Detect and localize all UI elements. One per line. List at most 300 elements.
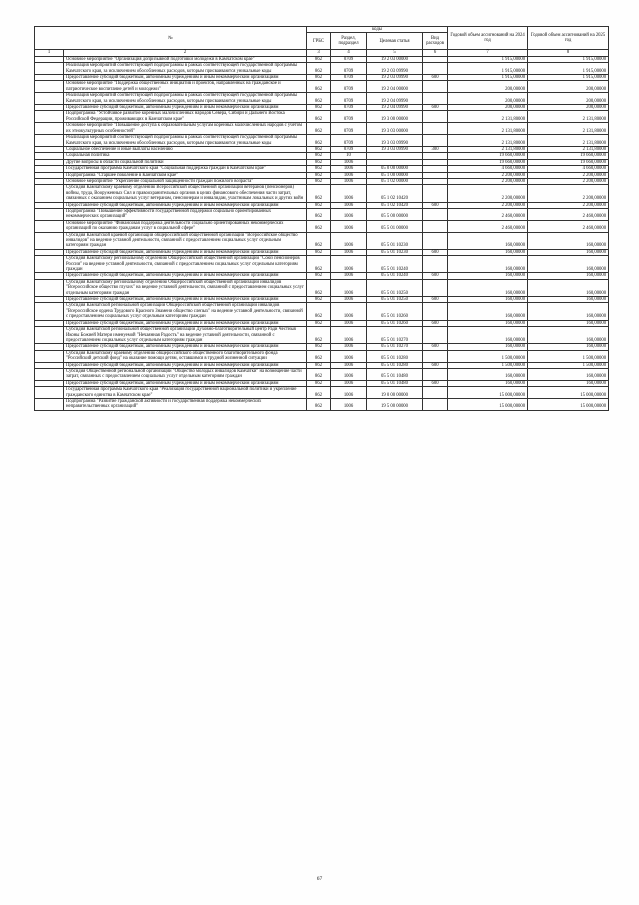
cell-sum-2024: 160,00000	[448, 279, 528, 296]
cell-razdel: 0709	[331, 56, 367, 62]
cell-grbs: 862	[307, 111, 331, 123]
cell-razdel: 1006	[331, 166, 367, 172]
cell-csr: 05 5 01 00000	[367, 220, 423, 232]
cell-csr: 05 5 01 10230	[367, 232, 423, 249]
table-row	[35, 344, 609, 350]
cell-sum-2025: 15 000,00000	[528, 387, 609, 399]
cell-vr	[423, 398, 448, 410]
cell-grbs: 862	[307, 256, 331, 273]
cell-name: Предоставление субсидий бюджетным, автономным учреждениям и иным некоммерческим организациям	[64, 320, 307, 326]
cell-grbs: 862	[307, 185, 331, 202]
table-row	[35, 172, 609, 178]
cell-csr: 19 3 03 09990	[367, 146, 423, 152]
cell-empty	[35, 256, 64, 273]
cell-empty	[35, 123, 64, 135]
cell-razdel: 1006	[331, 362, 367, 368]
table-row	[35, 327, 609, 344]
cell-razdel: 0709	[331, 123, 367, 135]
cell-sum-2025: 160,00000	[528, 303, 609, 320]
cell-sum-2024: 200,00000	[448, 93, 528, 105]
cell-sum-2025: 2 131,80000	[528, 146, 609, 152]
cell-grbs: 862	[307, 146, 331, 152]
header-sum-2024: Годовой объем ассигнований на 2024 год	[448, 27, 528, 50]
cell-grbs: 862	[307, 362, 331, 368]
cell-sum-2025: 19 660,00000	[528, 159, 609, 165]
table-row	[35, 178, 609, 184]
cell-empty	[35, 279, 64, 296]
cell-grbs: 862	[307, 105, 331, 111]
cell-sum-2024: 160,00000	[448, 297, 528, 303]
cell-sum-2024: 2 460,00000	[448, 208, 528, 220]
cell-name: Основное мероприятие "Финансовая поддержка деятельности социально ориентированных некоммерческих организаций по оказанию гражданам услуг в социальной сфере"	[64, 220, 307, 232]
cell-csr: 05 5 01 10260	[367, 320, 423, 326]
table-row	[35, 232, 609, 249]
cell-grbs: 862	[307, 153, 331, 159]
cell-sum-2024: 1 500,00000	[448, 350, 528, 362]
table-row	[35, 75, 609, 81]
cell-sum-2024: 160,00000	[448, 380, 528, 386]
cell-csr: 05 5 01 10480	[367, 380, 423, 386]
cell-razdel: 0709	[331, 146, 367, 152]
cell-sum-2024: 19 660,00000	[448, 159, 528, 165]
cell-name: Субсидия Камчатскому региональному отделению Общероссийской общественной организации "Союз пенсионеров России" на ведение уставной деятельности, связанной с предоставлением социальных услуг отдельным категориям граждан	[64, 256, 307, 273]
cell-vr	[423, 81, 448, 93]
cell-vr	[423, 387, 448, 399]
table-row	[35, 387, 609, 399]
cell-grbs: 862	[307, 380, 331, 386]
cell-vr	[423, 256, 448, 273]
table-row	[35, 297, 609, 303]
cell-sum-2024: 160,00000	[448, 256, 528, 273]
cell-grbs: 862	[307, 279, 331, 296]
cell-csr: 19 3 03 09990	[367, 135, 423, 147]
cell-vr	[423, 303, 448, 320]
cell-sum-2024: 160,00000	[448, 303, 528, 320]
cell-grbs: 862	[307, 303, 331, 320]
cell-vr	[423, 368, 448, 380]
cell-sum-2024: 15 000,00000	[448, 398, 528, 410]
cell-grbs: 862	[307, 159, 331, 165]
cell-sum-2025: 160,00000	[528, 279, 609, 296]
cell-sum-2024: 1 500,00000	[448, 362, 528, 368]
cell-csr: 19 2 03 00000	[367, 56, 423, 62]
colnum: 8	[528, 50, 609, 56]
cell-razdel: 1006	[331, 350, 367, 362]
cell-empty	[35, 81, 64, 93]
cell-name: Субсидия Общественной региональной организации "Общество молодых инвалидов Камчатки" на возмещение части затрат, связанных с предоставлением социальных услуг отдельным категориям граждан	[64, 368, 307, 380]
cell-empty	[35, 135, 64, 147]
cell-sum-2025: 200,00000	[528, 81, 609, 93]
colnum: 2	[64, 50, 307, 56]
cell-csr: 19 2 03 09990	[367, 63, 423, 75]
cell-name: Подпрограмма "Старшее поколение в Камчатском крае"	[64, 172, 307, 178]
cell-sum-2025: 2 460,00000	[528, 220, 609, 232]
cell-name: Подпрограмма "Развитие гражданской активности и государственная поддержка некоммерческих неправительственных организаций"	[64, 398, 307, 410]
cell-razdel: 1006	[331, 398, 367, 410]
header-csr: Целевая статья	[367, 33, 423, 50]
cell-name: Основное мероприятие "Организация допризывной подготовки молодежи в Камчатском крае"	[64, 56, 307, 62]
cell-sum-2024: 2 200,00000	[448, 172, 528, 178]
cell-grbs: 862	[307, 93, 331, 105]
cell-razdel: 1006	[331, 232, 367, 249]
table-row	[35, 368, 609, 380]
cell-sum-2024: 160,00000	[448, 232, 528, 249]
cell-name: Предоставление субсидий бюджетным, автономным учреждениям и иным некоммерческим организациям	[64, 297, 307, 303]
cell-csr: 19 2 04 00000	[367, 81, 423, 93]
cell-vr	[423, 208, 448, 220]
cell-name: Государственная программа Камчатского края "Социальная поддержка граждан в Камчатском крае"	[64, 166, 307, 172]
cell-sum-2025: 160,00000	[528, 256, 609, 273]
cell-vr	[423, 350, 448, 362]
cell-sum-2024: 160,00000	[448, 249, 528, 255]
cell-name: Социальная политика	[64, 153, 307, 159]
cell-sum-2024: 160,00000	[448, 344, 528, 350]
cell-vr	[423, 220, 448, 232]
table-row	[35, 105, 609, 111]
cell-name: Подпрограмма "Повышение эффективности государственной поддержки социально ориентированных некоммерческих организаций"	[64, 208, 307, 220]
cell-razdel: 1006	[331, 249, 367, 255]
table-row	[35, 81, 609, 93]
cell-sum-2025: 2 200,00000	[528, 202, 609, 208]
cell-sum-2024: 1 915,00000	[448, 56, 528, 62]
cell-grbs: 862	[307, 249, 331, 255]
table-row	[35, 220, 609, 232]
cell-vr: 300	[423, 146, 448, 152]
cell-grbs: 862	[307, 63, 331, 75]
cell-sum-2025: 15 000,00000	[528, 398, 609, 410]
cell-sum-2025: 160,00000	[528, 368, 609, 380]
cell-razdel: 1006	[331, 220, 367, 232]
cell-sum-2025: 200,00000	[528, 105, 609, 111]
page-number: 67	[316, 876, 323, 882]
cell-csr: 05 1 02 10420	[367, 202, 423, 208]
cell-vr: 600	[423, 249, 448, 255]
cell-razdel: 0709	[331, 81, 367, 93]
table-row	[35, 303, 609, 320]
table-row	[35, 146, 609, 152]
cell-empty	[35, 93, 64, 105]
table-row	[35, 166, 609, 172]
cell-grbs: 862	[307, 208, 331, 220]
cell-grbs: 862	[307, 56, 331, 62]
cell-grbs: 862	[307, 320, 331, 326]
cell-sum-2024: 2 200,00000	[448, 202, 528, 208]
cell-name: Основное мероприятие "Повышение доступа к образовательным услугам коренных малочисленных народов с учетом их этнокультурных особенностей"	[64, 123, 307, 135]
cell-sum-2024: 4 660,00000	[448, 166, 528, 172]
cell-razdel: 1006	[331, 178, 367, 184]
cell-grbs: 862	[307, 202, 331, 208]
cell-grbs: 862	[307, 135, 331, 147]
table-row	[35, 256, 609, 273]
table-row	[35, 111, 609, 123]
cell-vr: 600	[423, 75, 448, 81]
cell-grbs: 862	[307, 344, 331, 350]
cell-razdel: 0709	[331, 63, 367, 75]
colnum: 5	[367, 50, 423, 56]
cell-grbs: 862	[307, 398, 331, 410]
cell-csr: 19 3 03 00000	[367, 123, 423, 135]
cell-name: Предоставление субсидий бюджетным, автономным учреждениям и иным некоммерческим организациям	[64, 202, 307, 208]
cell-vr	[423, 111, 448, 123]
cell-name: Субсидия Камчатскому краевому отделению Всероссийской общественной организации ветеранов (пенсионеров) войны, труда, Вооруженных Сил и правоохранительных органов в целях финансового обеспечения части затрат, связанных с оказанием социальных услуг ветеранам, пенсионерам и инвалидам, участникам локальных и других войн	[64, 185, 307, 202]
table-row	[35, 279, 609, 296]
cell-razdel: 1006	[331, 202, 367, 208]
header-vr: Вид расходов	[423, 33, 448, 50]
cell-razdel: 0709	[331, 75, 367, 81]
cell-vr: 600	[423, 202, 448, 208]
cell-name: Предоставление субсидий бюджетным, автономным учреждениям и иным некоммерческим организациям	[64, 362, 307, 368]
cell-razdel: 1006	[331, 368, 367, 380]
colnum: 6	[423, 50, 448, 56]
cell-vr	[423, 279, 448, 296]
cell-empty	[35, 327, 64, 344]
cell-empty	[35, 350, 64, 362]
cell-name: Субсидия Камчатской краевой организации общероссийской общественной организации "Всероссийское общество инвалидов" на ведение уставной деятельности, связанной с предоставлением социальных услуг отдельным категориям граждан	[64, 232, 307, 249]
cell-csr: 05 0 00 00000	[367, 166, 423, 172]
cell-name: Государственная программа Камчатского края "Реализация государственной национальной политики и укрепление гражданского единства в Камчатском крае"	[64, 387, 307, 399]
cell-razdel: 1006	[331, 344, 367, 350]
cell-razdel: 1006	[331, 387, 367, 399]
cell-sum-2025: 19 660,00000	[528, 153, 609, 159]
cell-sum-2024: 200,00000	[448, 105, 528, 111]
cell-csr: 05 5 01 10270	[367, 327, 423, 344]
cell-sum-2025: 1 915,00000	[528, 63, 609, 75]
cell-sum-2025: 1 500,00000	[528, 362, 609, 368]
table-row	[35, 202, 609, 208]
cell-name: Предоставление субсидий бюджетным, автономным учреждениям и иным некоммерческим организациям	[64, 380, 307, 386]
cell-csr: 05 5 00 00000	[367, 208, 423, 220]
cell-vr: 600	[423, 380, 448, 386]
cell-grbs: 862	[307, 172, 331, 178]
cell-sum-2024: 1 915,00000	[448, 75, 528, 81]
cell-sum-2024: 19 660,00000	[448, 153, 528, 159]
cell-name: Субсидия Камчатской региональной организации Общероссийской общественной организации инвалидов "Всероссийское ордена Трудового Красного Знамени общество слепых" на ведение уставной деятельности, связанной с предоставлением социальных услуг отдельным категориям граждан	[64, 303, 307, 320]
cell-csr: 05 5 01 10280	[367, 362, 423, 368]
cell-csr: 05 5 01 10230	[367, 249, 423, 255]
header-razdel: Раздел, подраздел	[331, 33, 367, 50]
cell-sum-2025: 2 200,00000	[528, 185, 609, 202]
cell-name: Основное мероприятие "Укрепление социальной защищенности граждан пожилого возраста"	[64, 178, 307, 184]
cell-csr: 05 5 01 10250	[367, 297, 423, 303]
cell-sum-2024: 2 200,00000	[448, 185, 528, 202]
cell-name: Предоставление субсидий бюджетным, автономным учреждениям и иным некоммерческим организациям	[64, 273, 307, 279]
cell-sum-2024: 160,00000	[448, 273, 528, 279]
cell-vr: 600	[423, 105, 448, 111]
cell-name: Реализация мероприятий соответствующей подпрограммы в рамках соответствующей государственной программы Камчатского края, за исключением обособленных расходов, которым присваиваются уникальные коды	[64, 63, 307, 75]
colnum: 3	[307, 50, 331, 56]
cell-vr: 600	[423, 273, 448, 279]
cell-csr: 05 1 02 10420	[367, 185, 423, 202]
table-row	[35, 208, 609, 220]
cell-name: Другие вопросы в области социальной политики	[64, 159, 307, 165]
cell-csr: 19 0 00 00000	[367, 387, 423, 399]
cell-empty	[35, 368, 64, 380]
cell-razdel: 0709	[331, 105, 367, 111]
cell-name: Предоставление субсидий бюджетным, автономным учреждениям и иным некоммерческим организациям	[64, 75, 307, 81]
cell-sum-2025: 200,00000	[528, 93, 609, 105]
cell-razdel: 1006	[331, 172, 367, 178]
cell-vr	[423, 123, 448, 135]
cell-csr: 05 5 01 10250	[367, 279, 423, 296]
cell-empty	[35, 111, 64, 123]
cell-sum-2024: 160,00000	[448, 320, 528, 326]
cell-name: Субсидия Камчатскому краевому отделению общероссийского общественного благотворительного фонда "Российский детский фонд" на оказание помощи детям, оставшимся в трудной жизненной ситуации	[64, 350, 307, 362]
cell-razdel: 1006	[331, 159, 367, 165]
cell-razdel: 1006	[331, 327, 367, 344]
cell-sum-2024: 160,00000	[448, 327, 528, 344]
cell-sum-2025: 2 131,80000	[528, 111, 609, 123]
cell-sum-2025: 160,00000	[528, 327, 609, 344]
table-row	[35, 56, 609, 62]
cell-csr: 19 5 00 00000	[367, 398, 423, 410]
cell-csr: 05 5 01 10270	[367, 344, 423, 350]
cell-csr: 19 2 04 09990	[367, 93, 423, 105]
header-sum-2025: Годовой объем ассигнований на 2025 год	[528, 27, 609, 50]
cell-grbs: 862	[307, 297, 331, 303]
cell-sum-2024: 1 915,00000	[448, 63, 528, 75]
cell-razdel: 10	[331, 153, 367, 159]
cell-csr: 05 5 01 10260	[367, 303, 423, 320]
cell-csr: 05 5 01 10240	[367, 273, 423, 279]
cell-grbs: 862	[307, 178, 331, 184]
cell-sum-2024: 2 131,80000	[448, 135, 528, 147]
cell-razdel: 1006	[331, 256, 367, 273]
cell-razdel: 1006	[331, 208, 367, 220]
cell-sum-2025: 2 460,00000	[528, 208, 609, 220]
cell-sum-2024: 2 131,80000	[448, 111, 528, 123]
budget-table	[34, 26, 609, 411]
header-grbs: ГРБС	[307, 33, 331, 50]
cell-sum-2024: 2 200,00000	[448, 178, 528, 184]
cell-vr	[423, 135, 448, 147]
colnum: 1	[35, 50, 64, 56]
cell-sum-2025: 2 200,00000	[528, 172, 609, 178]
cell-name: Реализация мероприятий соответствующей подпрограммы в рамках соответствующей государственной программы Камчатского края, за исключением обособленных расходов, которым присваиваются уникальные коды	[64, 135, 307, 147]
cell-razdel: 1006	[331, 297, 367, 303]
table-row	[35, 63, 609, 75]
cell-csr: 05 5 01 10480	[367, 368, 423, 380]
cell-sum-2025: 2 131,80000	[528, 135, 609, 147]
colnum: 4	[331, 50, 367, 56]
cell-vr	[423, 327, 448, 344]
cell-sum-2024: 15 000,00000	[448, 387, 528, 399]
cell-razdel: 1006	[331, 185, 367, 202]
cell-razdel: 1006	[331, 279, 367, 296]
cell-grbs: 862	[307, 220, 331, 232]
cell-sum-2024: 2 131,80000	[448, 123, 528, 135]
cell-name: Предоставление субсидий бюджетным, автономным учреждениям и иным некоммерческим организациям	[64, 249, 307, 255]
table-row	[35, 320, 609, 326]
table-row	[35, 273, 609, 279]
cell-vr: 600	[423, 344, 448, 350]
cell-sum-2024: 2 460,00000	[448, 220, 528, 232]
table-row	[35, 185, 609, 202]
cell-grbs: 862	[307, 273, 331, 279]
cell-grbs: 862	[307, 123, 331, 135]
colnum: 7	[448, 50, 528, 56]
cell-name: Предоставление субсидий бюджетным, автономным учреждениям и иным некоммерческим организациям	[64, 344, 307, 350]
cell-grbs: 862	[307, 81, 331, 93]
table-row	[35, 135, 609, 147]
cell-csr: 19 2 03 09990	[367, 75, 423, 81]
cell-empty	[35, 208, 64, 220]
cell-razdel: 1006	[331, 273, 367, 279]
cell-sum-2025: 160,00000	[528, 297, 609, 303]
cell-empty	[35, 232, 64, 249]
cell-empty	[35, 185, 64, 202]
cell-csr: 05 1 00 00000	[367, 172, 423, 178]
header-codes: коды	[307, 27, 448, 33]
table-row	[35, 93, 609, 105]
cell-name: Субсидия Камчатскому региональному отделению Общероссийской общественной организации инвалидов "Всероссийское общество глухих" на ведение уставной деятельности, связанной с предоставлением социальных услуг отдельным категориям граждан	[64, 279, 307, 296]
cell-sum-2025: 4 660,00000	[528, 166, 609, 172]
cell-grbs: 862	[307, 232, 331, 249]
cell-grbs: 862	[307, 327, 331, 344]
cell-sum-2025: 160,00000	[528, 273, 609, 279]
cell-name: Основное мероприятие "Поддержка общественных инициатив и проектов, направленных на гражданское и патриотическое воспитание детей и молодежи"	[64, 81, 307, 93]
cell-name: Подпрограмма "Устойчивое развитие коренных малочисленных народов Севера, Сибири и Дальнего Востока Российской Федерации, проживающих в Камчатском крае"	[64, 111, 307, 123]
cell-sum-2025: 1 915,00000	[528, 75, 609, 81]
table-row	[35, 159, 609, 165]
cell-grbs: 862	[307, 387, 331, 399]
cell-sum-2024: 200,00000	[448, 81, 528, 93]
cell-csr: 05 5 01 10240	[367, 256, 423, 273]
cell-name: Предоставление субсидий бюджетным, автономным учреждениям и иным некоммерческим организациям	[64, 105, 307, 111]
cell-vr: 600	[423, 320, 448, 326]
table-row	[35, 350, 609, 362]
cell-razdel: 1006	[331, 380, 367, 386]
cell-sum-2025: 160,00000	[528, 380, 609, 386]
cell-sum-2025: 2 131,80000	[528, 123, 609, 135]
cell-empty	[35, 387, 64, 399]
table-row	[35, 362, 609, 368]
cell-empty	[35, 398, 64, 410]
cell-grbs: 862	[307, 350, 331, 362]
cell-csr: 05 1 02 00000	[367, 178, 423, 184]
cell-razdel: 1006	[331, 303, 367, 320]
table-header	[35, 27, 609, 57]
cell-name: Социальное обеспечение и иные выплаты населению	[64, 146, 307, 152]
cell-csr: 19 2 04 09990	[367, 105, 423, 111]
table-body	[35, 56, 609, 410]
table-row	[35, 123, 609, 135]
cell-name: Реализация мероприятий соответствующей подпрограммы в рамках соответствующей государственной программы Камчатского края, за исключением обособленных расходов, которым присваиваются уникальные коды	[64, 93, 307, 105]
cell-sum-2025: 2 200,00000	[528, 178, 609, 184]
cell-empty	[35, 220, 64, 232]
cell-sum-2025: 160,00000	[528, 344, 609, 350]
cell-razdel: 0709	[331, 135, 367, 147]
cell-grbs: 862	[307, 166, 331, 172]
cell-name: Субсидия Камчатской региональной общественной организации Духовно-благотворительный центр Ради Честныя Иконы Божией Матери именуемой "Нечаянная Радость" на ведение уставной деятельности, связанной с предоставлением социальных услуг отдельным категориям граждан	[64, 327, 307, 344]
cell-sum-2025: 160,00000	[528, 232, 609, 249]
cell-vr: 600	[423, 297, 448, 303]
table-row	[35, 398, 609, 410]
cell-empty	[35, 303, 64, 320]
cell-sum-2025: 160,00000	[528, 320, 609, 326]
cell-vr	[423, 93, 448, 105]
cell-vr	[423, 232, 448, 249]
cell-vr: 600	[423, 362, 448, 368]
cell-csr: 05 5 01 10280	[367, 350, 423, 362]
cell-csr: 19 3 00 00000	[367, 111, 423, 123]
cell-sum-2024: 2 131,80000	[448, 146, 528, 152]
cell-empty	[35, 63, 64, 75]
cell-razdel: 1006	[331, 320, 367, 326]
cell-sum-2025: 1 500,00000	[528, 350, 609, 362]
cell-sum-2024: 160,00000	[448, 368, 528, 380]
cell-sum-2025: 160,00000	[528, 249, 609, 255]
cell-razdel: 0709	[331, 93, 367, 105]
